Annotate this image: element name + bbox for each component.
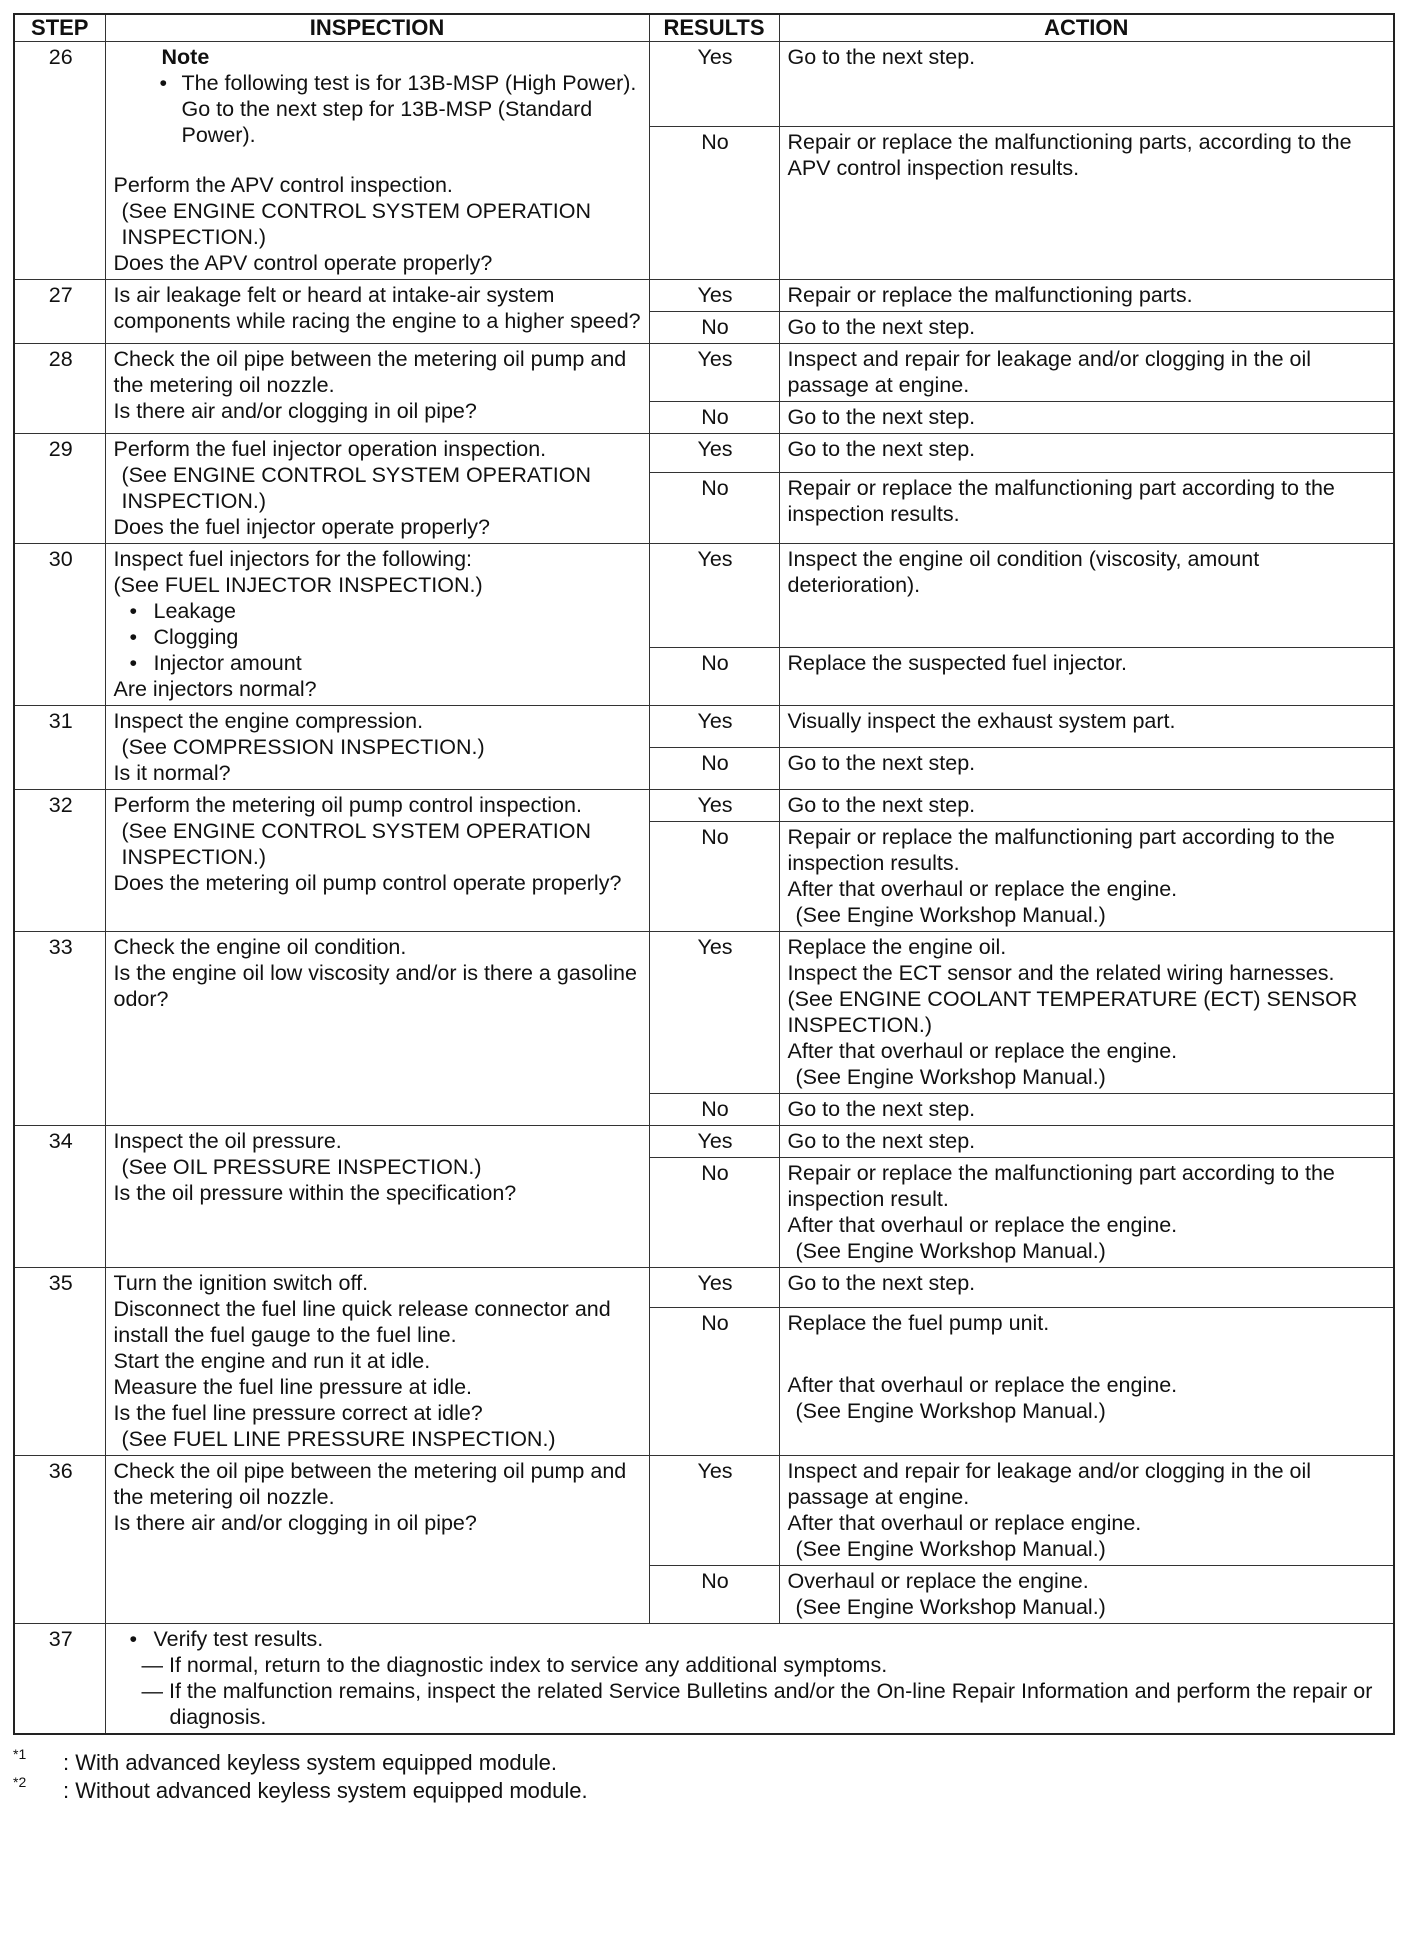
action-line: After that overhaul or replace the engine. xyxy=(787,1213,1178,1237)
result-value: Yes xyxy=(649,42,779,127)
inspection-line: (See FUEL LINE PRESSURE INSPECTION.) xyxy=(121,1427,556,1451)
action-line: Replace the suspected fuel injector. xyxy=(787,651,1127,676)
header-action: ACTION xyxy=(779,14,1394,42)
inspection-line: Is the fuel line pressure correct at idle? xyxy=(113,1401,483,1425)
action-cell xyxy=(779,544,1394,648)
header-inspection: INSPECTION xyxy=(105,14,649,42)
action-line: Go to the next step. xyxy=(787,1097,976,1121)
inspection-line: (See ENGINE CONTROL SYSTEM OPERATION INSPECTION.) xyxy=(121,199,591,249)
table-row xyxy=(14,544,1394,648)
inspection-line: Inspect the oil pressure. xyxy=(113,1129,342,1153)
result-value: No xyxy=(649,402,779,434)
inspection-line: Does the APV control operate properly? xyxy=(113,251,493,275)
final-dash-text: — If the malfunction remains, inspect the related Service Bulletins and/or the On-line Repair Information and perform the repair or diagnosis. xyxy=(141,1679,1373,1729)
action-line: After that overhaul or replace the engine. xyxy=(787,1372,1178,1397)
action-line: Repair or replace the malfunctioning parts. xyxy=(787,283,1193,307)
table-row xyxy=(14,280,1394,312)
action-cell xyxy=(779,402,1394,434)
final-dash-item xyxy=(114,1678,1388,1730)
note-list xyxy=(114,70,643,148)
inspection-line: Is the engine oil low viscosity and/or is there a gasoline odor? xyxy=(113,961,637,1011)
result-value: Yes xyxy=(649,544,779,648)
final-dash-item xyxy=(114,1652,1388,1678)
action-cell xyxy=(779,473,1394,544)
action-line: Visually inspect the exhaust system part. xyxy=(787,709,1176,733)
table-row xyxy=(14,932,1394,1094)
action-line: Repair or replace the malfunctioning part according to the inspection results. xyxy=(787,476,1335,527)
step-number: 36 xyxy=(14,1456,105,1624)
inspection-line: Does the metering oil pump control operate properly? xyxy=(113,871,622,895)
inspection-line: Measure the fuel line pressure at idle. xyxy=(113,1375,473,1399)
table-row xyxy=(14,434,1394,473)
inspection-line: Perform the fuel injector operation inspection. xyxy=(113,437,547,461)
action-line: After that overhaul or replace the engine. xyxy=(787,1039,1178,1063)
action-line: Overhaul or replace the engine. xyxy=(787,1569,1089,1593)
diagnostic-sheet xyxy=(13,13,1393,1805)
action-cell xyxy=(779,790,1394,822)
action-cell xyxy=(779,1158,1394,1268)
step-number: 27 xyxy=(14,280,105,344)
step-number: 32 xyxy=(14,790,105,932)
result-value: No xyxy=(649,473,779,544)
final-instructions xyxy=(105,1624,1394,1735)
action-line: After that overhaul or replace the engine. xyxy=(787,877,1178,901)
action-line: After that overhaul or replace engine. xyxy=(787,1511,1142,1535)
inspection-line: Are injectors normal? xyxy=(113,677,317,701)
inspection-cell xyxy=(105,544,649,706)
final-bullet: • Verify test results. xyxy=(124,1626,1388,1652)
action-line: Go to the next step. xyxy=(787,315,976,339)
action-cell xyxy=(779,42,1394,127)
inspection-bullet: • Clogging xyxy=(124,624,643,650)
action-line: Inspect the ECT sensor and the related wiring harnesses. xyxy=(787,961,1335,985)
inspection-line: Is air leakage felt or heard at intake-air system components while racing the engine to a higher speed? xyxy=(113,283,641,333)
action-line: Go to the next step. xyxy=(787,793,976,817)
table-row xyxy=(14,790,1394,822)
action-line: Replace the engine oil. xyxy=(787,935,1007,959)
step-number: 31 xyxy=(14,706,105,790)
table-body xyxy=(14,42,1394,1735)
result-value: Yes xyxy=(649,790,779,822)
action-line: Go to the next step. xyxy=(787,405,976,429)
inspection-cell xyxy=(105,932,649,1126)
result-value: No xyxy=(649,1158,779,1268)
action-line: Go to the next step. xyxy=(787,437,976,461)
action-cell xyxy=(779,822,1394,932)
action-line: (See Engine Workshop Manual.) xyxy=(795,1065,1106,1089)
inspection-cell xyxy=(105,706,649,790)
result-value: No xyxy=(649,126,779,279)
inspection-line: Check the engine oil condition. xyxy=(113,935,407,959)
result-value: No xyxy=(649,822,779,932)
table-row-final xyxy=(14,1624,1394,1735)
header-results: RESULTS xyxy=(649,14,779,42)
inspection-line: Is there air and/or clogging in oil pipe? xyxy=(113,399,477,423)
final-bullets xyxy=(114,1626,1388,1652)
action-cell xyxy=(779,434,1394,473)
result-value: No xyxy=(649,1094,779,1126)
result-value: Yes xyxy=(649,344,779,402)
step-number: 33 xyxy=(14,932,105,1126)
action-line: (See Engine Workshop Manual.) xyxy=(795,1537,1106,1561)
inspection-cell xyxy=(105,1268,649,1456)
inspection-cell xyxy=(105,344,649,434)
table-row xyxy=(14,1456,1394,1566)
action-line: Inspect the engine oil condition (viscosity, amount deterioration). xyxy=(787,547,1260,597)
table-row xyxy=(14,706,1394,748)
inspection-cell xyxy=(105,790,649,932)
inspection-line: Does the fuel injector operate properly? xyxy=(113,515,490,539)
action-line: Repair or replace the malfunctioning part according to the inspection results. xyxy=(787,825,1335,875)
step-number: 29 xyxy=(14,434,105,544)
inspection-line: Is the oil pressure within the specification? xyxy=(113,1181,517,1205)
step-number: 35 xyxy=(14,1268,105,1456)
result-value: No xyxy=(649,748,779,790)
action-line: Go to the next step. xyxy=(787,45,976,69)
inspection-cell xyxy=(105,434,649,544)
result-value: No xyxy=(649,1307,779,1455)
action-cell xyxy=(779,1094,1394,1126)
action-cell xyxy=(779,312,1394,344)
action-cell xyxy=(779,280,1394,312)
inspection-cell xyxy=(105,1126,649,1268)
action-cell xyxy=(779,1126,1394,1158)
table-row xyxy=(14,344,1394,402)
inspection-line: Is it normal? xyxy=(113,761,231,785)
inspection-line: Check the oil pipe between the metering oil pump and the metering oil nozzle. xyxy=(113,347,627,397)
result-value: Yes xyxy=(649,1268,779,1308)
inspection-line: (See FUEL INJECTOR INSPECTION.) xyxy=(113,573,483,597)
diagnostic-table xyxy=(13,13,1395,1735)
footnote xyxy=(13,1746,1393,1777)
action-line: Inspect and repair for leakage and/or clogging in the oil passage at engine. xyxy=(787,347,1312,397)
action-cell xyxy=(779,648,1394,706)
inspection-line: (See ENGINE CONTROL SYSTEM OPERATION INSPECTION.) xyxy=(121,819,591,869)
footnote-text: : Without advanced keyless system equipped module. xyxy=(63,1778,588,1803)
step-number: 37 xyxy=(14,1624,105,1735)
inspection-cell xyxy=(105,42,649,280)
inspection-line: Disconnect the fuel line quick release connector and install the fuel gauge to the fuel line. xyxy=(113,1297,611,1347)
inspection-line: (See ENGINE CONTROL SYSTEM OPERATION INSPECTION.) xyxy=(121,463,591,513)
inspection-line: Inspect fuel injectors for the following: xyxy=(113,547,473,571)
inspection-line: Turn the ignition switch off. xyxy=(113,1271,369,1295)
action-cell xyxy=(779,344,1394,402)
inspection-line: (See OIL PRESSURE INSPECTION.) xyxy=(121,1155,482,1179)
action-cell xyxy=(779,1566,1394,1624)
inspection-cell xyxy=(105,280,649,344)
footnote-text: : With advanced keyless system equipped module. xyxy=(63,1750,558,1775)
action-gap xyxy=(788,1336,1388,1372)
action-line: Go to the next step. xyxy=(787,751,976,775)
inspection-line: (See COMPRESSION INSPECTION.) xyxy=(121,735,485,759)
final-dash-text: — If normal, return to the diagnostic index to service any additional symptoms. xyxy=(141,1653,888,1677)
step-number: 34 xyxy=(14,1126,105,1268)
result-value: Yes xyxy=(649,1456,779,1566)
step-number: 26 xyxy=(14,42,105,280)
note-title: Note xyxy=(161,45,210,69)
result-value: Yes xyxy=(649,434,779,473)
table-row xyxy=(14,42,1394,127)
inspection-line: Inspect the engine compression. xyxy=(113,709,424,733)
action-line: (See Engine Workshop Manual.) xyxy=(795,903,1106,927)
step-number: 30 xyxy=(14,544,105,706)
table-row xyxy=(14,1268,1394,1308)
action-cell xyxy=(779,748,1394,790)
result-value: Yes xyxy=(649,280,779,312)
inspection-bullets xyxy=(114,598,643,676)
table-header-row xyxy=(14,14,1394,42)
action-cell xyxy=(779,932,1394,1094)
result-value: No xyxy=(649,648,779,706)
result-value: No xyxy=(649,1566,779,1624)
header-step: STEP xyxy=(14,14,105,42)
action-cell xyxy=(779,126,1394,279)
action-line: Go to the next step. xyxy=(787,1129,976,1153)
action-cell xyxy=(779,1268,1394,1308)
note-bullet: • The following test is for 13B-MSP (High Power). Go to the next step for 13B-MSP (Standard Power). xyxy=(156,70,643,148)
table-row xyxy=(14,1126,1394,1158)
result-value: Yes xyxy=(649,1126,779,1158)
action-cell xyxy=(779,1456,1394,1566)
action-cell xyxy=(779,706,1394,748)
action-line: (See Engine Workshop Manual.) xyxy=(795,1398,1106,1423)
action-line: (See ENGINE COOLANT TEMPERATURE (ECT) SENSOR INSPECTION.) xyxy=(787,987,1358,1037)
action-line: (See Engine Workshop Manual.) xyxy=(795,1239,1106,1263)
action-line: Replace the fuel pump unit. xyxy=(787,1310,1050,1335)
inspection-line: Is there air and/or clogging in oil pipe? xyxy=(113,1511,477,1535)
footnote-mark: *1 xyxy=(13,1746,27,1762)
result-value: Yes xyxy=(649,706,779,748)
inspection-line: Perform the metering oil pump control inspection. xyxy=(113,793,582,817)
result-value: Yes xyxy=(649,932,779,1094)
footnote-mark: *2 xyxy=(13,1774,27,1790)
action-line: (See Engine Workshop Manual.) xyxy=(795,1595,1106,1619)
action-line: Go to the next step. xyxy=(787,1271,976,1295)
inspection-line: Start the engine and run it at idle. xyxy=(113,1349,431,1373)
action-line: Repair or replace the malfunctioning part according to the inspection result. xyxy=(787,1161,1335,1211)
action-line: Repair or replace the malfunctioning parts, according to the APV control inspection results. xyxy=(787,129,1352,180)
inspection-bullet: • Injector amount xyxy=(124,650,643,676)
result-value: No xyxy=(649,312,779,344)
action-line: Inspect and repair for leakage and/or clogging in the oil passage at engine. xyxy=(787,1459,1312,1509)
action-cell xyxy=(779,1307,1394,1455)
footnotes xyxy=(13,1746,1393,1805)
inspection-line: Check the oil pipe between the metering oil pump and the metering oil nozzle. xyxy=(113,1459,627,1509)
footnote xyxy=(13,1774,1393,1805)
inspection-cell xyxy=(105,1456,649,1624)
step-number: 28 xyxy=(14,344,105,434)
inspection-bullet: • Leakage xyxy=(124,598,643,624)
inspection-line: Perform the APV control inspection. xyxy=(113,173,453,197)
